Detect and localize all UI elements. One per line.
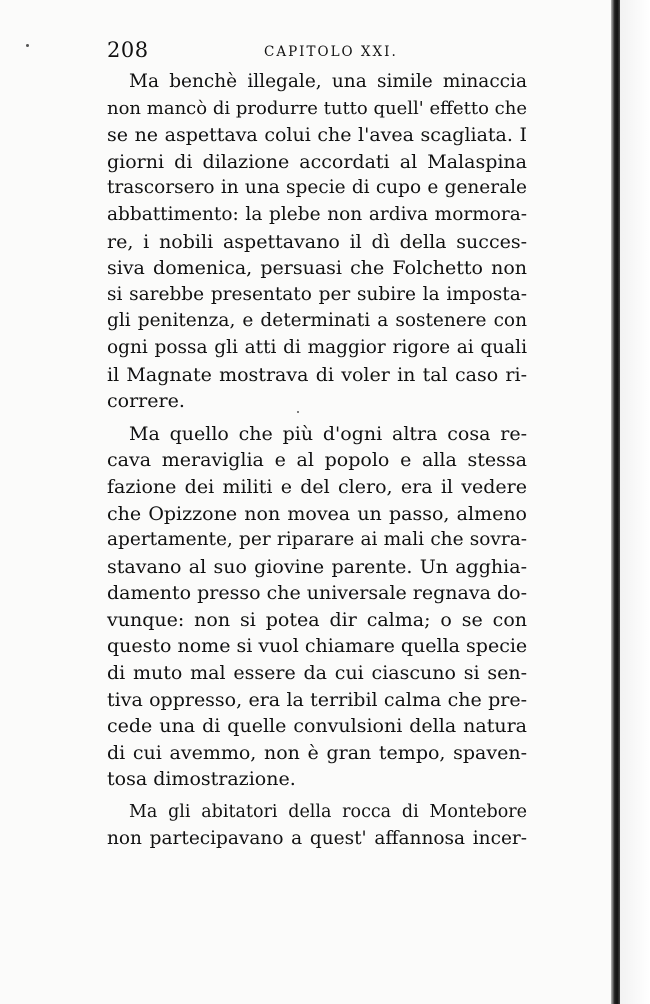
text-line: Ma gli abitatori della rocca di Montebore <box>129 802 527 823</box>
text-line: di muto mal essere da cui ciascuno si sen- <box>107 662 527 685</box>
paragraph <box>107 799 527 852</box>
text-line: apertamente, per riparare ai mali che sovra- <box>107 529 527 551</box>
text-line: giorni di dilazione accordati al Malaspina <box>107 150 527 173</box>
text-line: che Opizzone non movea un passo, almeno <box>107 502 527 525</box>
text-line: non partecipavano a quest' affannosa incer- <box>107 827 527 849</box>
text-line: di cui avemmo, non è gran tempo, spaven- <box>107 741 527 764</box>
paragraph <box>107 69 527 415</box>
text-line: gli penitenza, e determinati a sostenere con <box>107 310 527 332</box>
page-header <box>107 38 527 66</box>
body-text <box>107 69 527 852</box>
text-line: re, i nobili aspettavano il dì della succes- <box>107 230 527 253</box>
text-line: il Magnate mostrava di voler in tal caso ri- <box>107 363 527 386</box>
page-edge <box>620 0 650 1004</box>
text-line: vunque: non si potea dir calma; o se con <box>107 608 527 631</box>
text-line: cede una di quelle convulsioni della natura <box>107 715 527 738</box>
paper-speck <box>26 44 29 47</box>
text-line: abbattimento: la plebe non ardiva mormora- <box>107 203 527 225</box>
text-line: questo nome si vuol chiamare quella specie <box>107 635 528 658</box>
text-line: ogni possa gli atti di maggior rigore ai quali <box>107 336 527 358</box>
paragraph <box>107 421 527 793</box>
text-line: trascorsero in una specie di cupo e generale <box>107 177 527 199</box>
text-line: tosa dimostrazione. <box>107 768 296 791</box>
text-line: correre. <box>107 390 185 413</box>
text-line: Ma quello che più d'ogni altra cosa re- <box>129 422 527 445</box>
text-line: si sarebbe presentato per subire la imposta- <box>107 283 527 305</box>
page-number: 208 <box>107 38 149 62</box>
running-head: CAPITOLO XXI. <box>264 44 398 60</box>
text-line: fazione dei militi e del clero, era il vedere <box>107 475 527 498</box>
text-line: Ma benchè illegale, una simile minaccia <box>129 71 527 92</box>
text-line: stavano al suo giovine parente. Un agghia- <box>107 555 527 578</box>
text-line: siva domenica, persuasi che Folchetto non <box>107 257 527 280</box>
text-line: damento presso che universale regnava do- <box>107 582 527 605</box>
text-line: cava meraviglia e al popolo e alla stessa <box>107 449 527 472</box>
text-line: non mancò di produrre tutto quell' effetto che <box>107 97 527 119</box>
text-line: tiva oppresso, era la terribil calma che pre- <box>107 688 527 711</box>
book-spine-shadow <box>611 0 620 1004</box>
text-line: se ne aspettava colui che l'avea scagliata. I <box>107 124 527 147</box>
